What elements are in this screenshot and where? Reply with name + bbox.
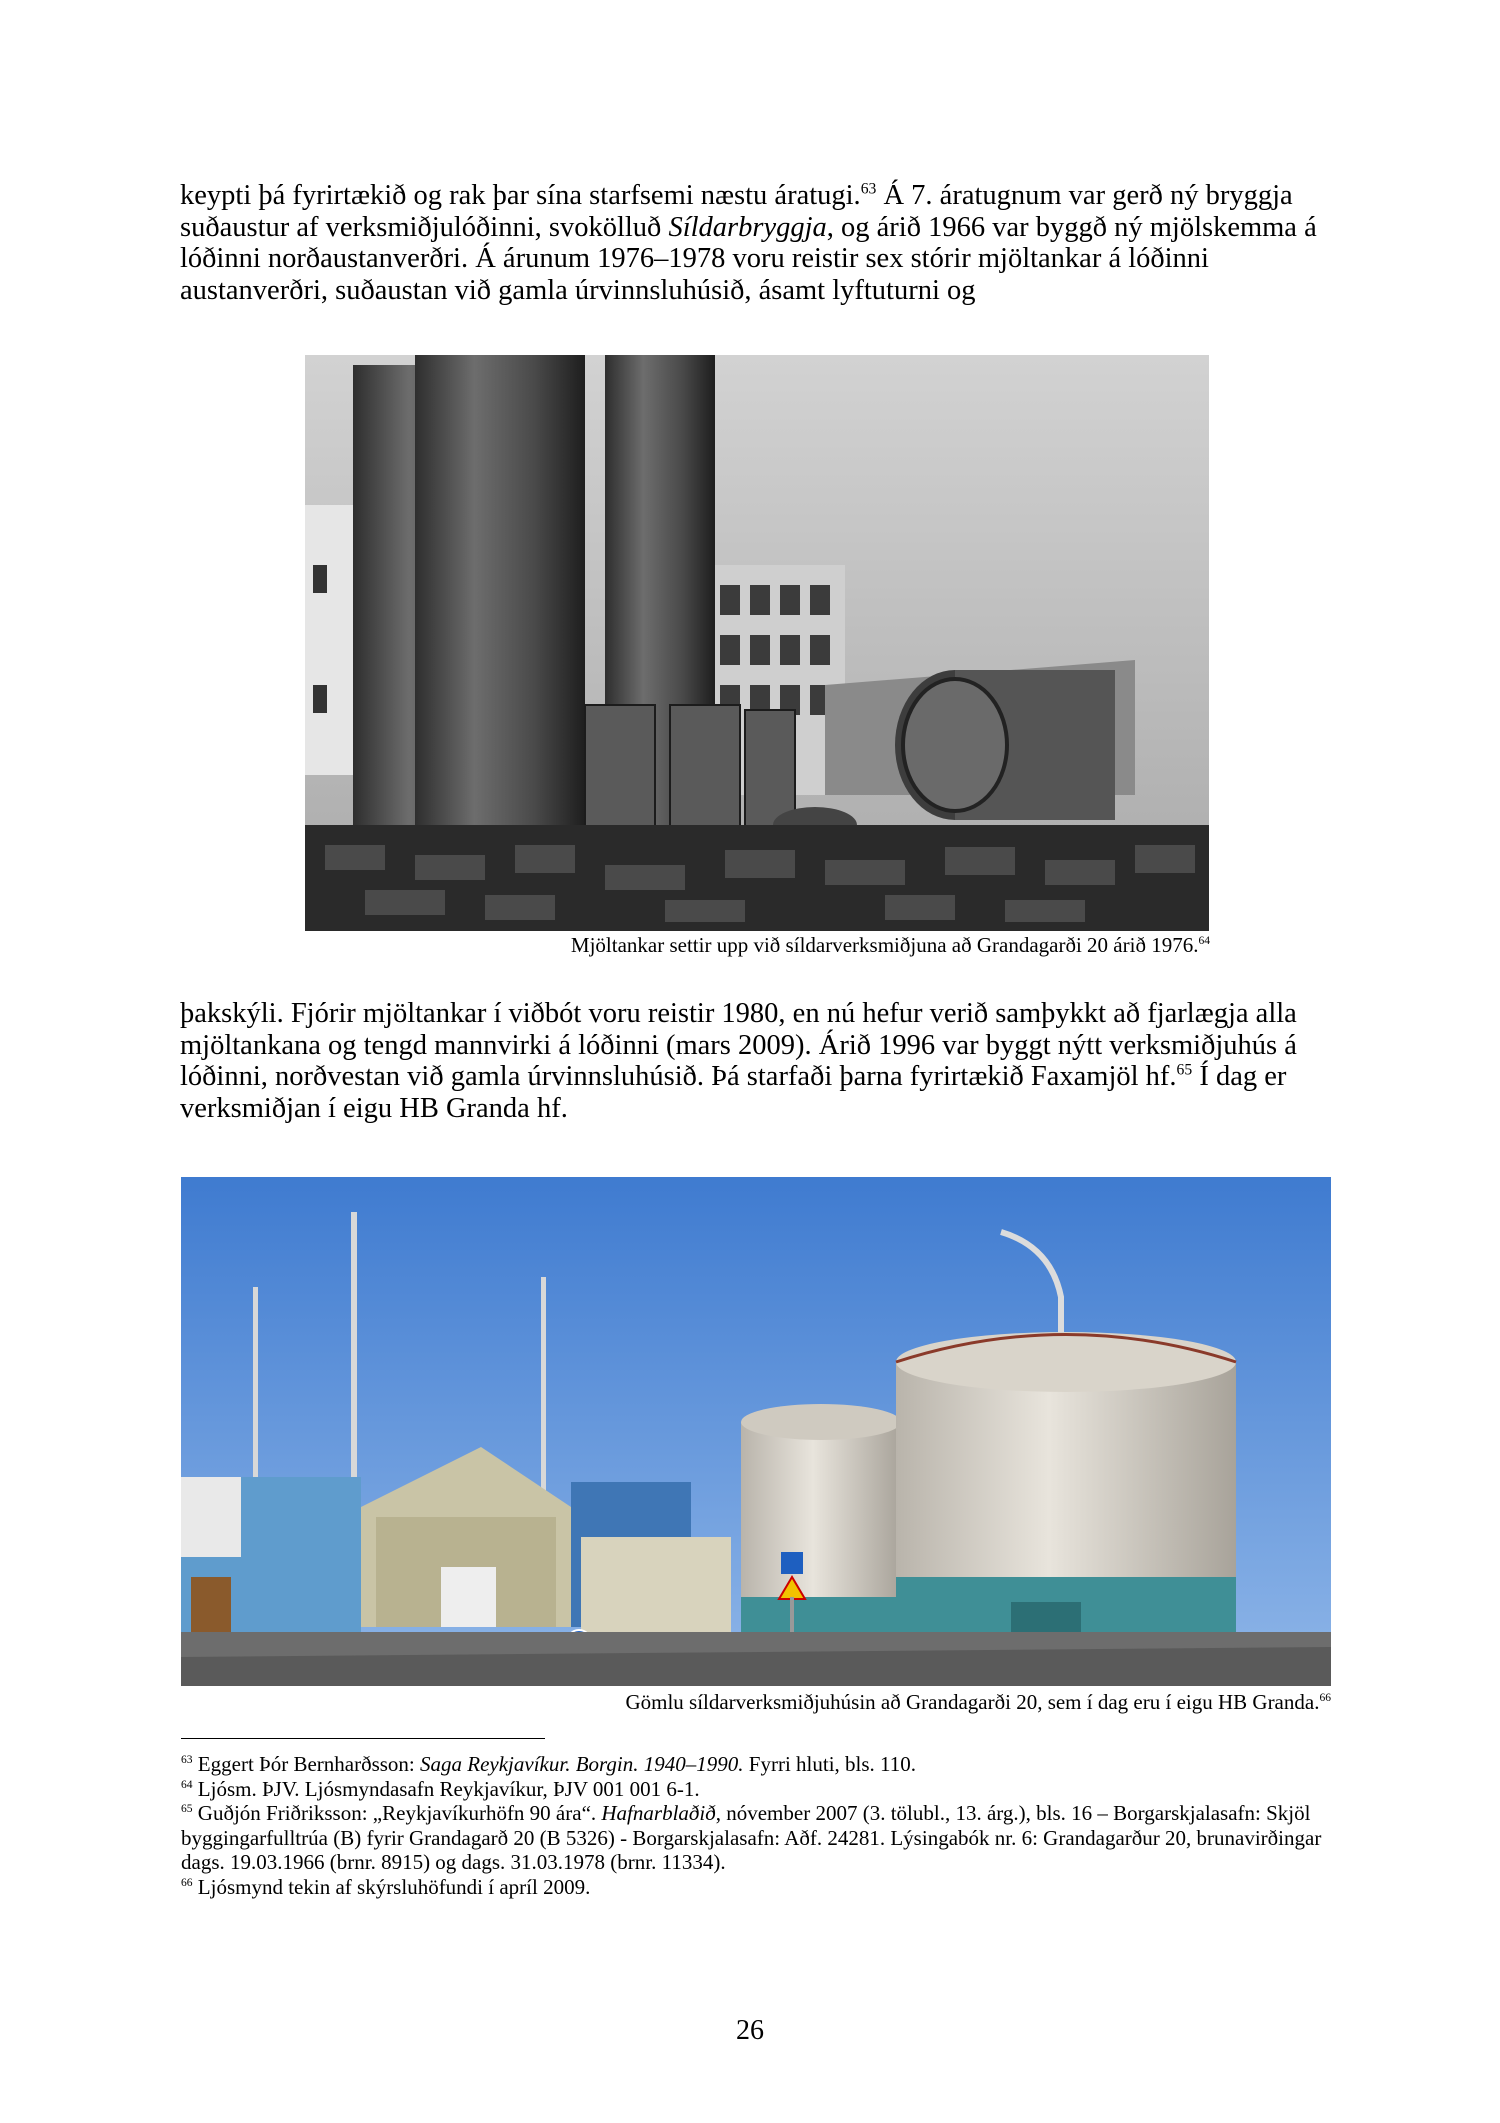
paragraph-text: Á 7. áratugnum var gerð ný bryggja suðaustur af verksmiðjulóðinni, svokölluð: [180, 180, 1293, 243]
footnote-italic: Saga Reykjavíkur. Borgin. 1940–1990.: [420, 1752, 744, 1776]
footnote-65: [181, 1801, 1331, 1875]
caption-text: Mjöltankar settir upp við síldarverksmiðjuna að Grandagarði 20 árið 1976.: [570, 933, 1199, 957]
paragraph-text: þakskýli. Fjórir mjöltankar í viðbót voru reistir 1980, en nú hefur verið samþykkt að fjarlægja alla mjöltankana og tengd mannvirki á lóðinni (mars 2009). Árið 1996 var byggt nýtt verksmiðjuhús á lóðinni, norðvestan við gamla úrvinnsluhúsið. Þá starfaði þarna fyrirtækið Faxamjöl hf.: [180, 998, 1297, 1092]
footnote-reference[interactable]: 64: [1198, 935, 1210, 947]
footnote-text: Ljósmynd tekin af skýrsluhöfundi í apríl 2009.: [197, 1874, 591, 1899]
figure-caption-2: [625, 1690, 1331, 1714]
footnote-text: Fyrri hluti, bls. 110.: [743, 1752, 917, 1776]
photo-tanks-1976-drawing: [305, 355, 1209, 931]
footnote-text: , nóvember 2007 (3. tölubl., 13. árg.), bls. 16 – Borgarskjalasafn: Skjöl byggingarfulltrúa (B) fyrir Grandagarð 20 (B 5326) - Borgarskjalasafn: Aðf. 24281. Lýsingabók nr. 6: Grandagarður 20, brunavirðingar dags. 19.03.1966 (brnr. 8915) og dags. 31.03.1978 (brnr. 11334).: [181, 1801, 1322, 1874]
paragraph-italic-term: Síldarbryggja: [668, 211, 827, 243]
footnotes: [181, 1752, 1331, 1899]
footnote-number: 65: [181, 1803, 193, 1815]
footnote-66: [181, 1875, 1331, 1900]
footnote-reference[interactable]: 66: [1319, 1692, 1331, 1704]
footnote-number: 64: [181, 1778, 193, 1791]
figure-caption-1: [571, 933, 1210, 957]
footnote-text: Eggert Þór Bernharðsson:: [197, 1752, 421, 1776]
footnote-number: 66: [181, 1876, 193, 1889]
paragraph-text: , og árið 1966 var byggð ný mjölskemma á lóðinni norðaustanverðri. Á árunum 1976–1978 voru reistir sex stórir mjöltankar á lóðinni austanverðri, suðaustan við gamla úrvinnsluhúsið, ásamt lyftuturni og: [180, 211, 1317, 306]
page-number: 26: [736, 2015, 764, 2046]
footnote-separator: [181, 1738, 545, 1739]
footnote-italic: Hafnarblaðið: [601, 1801, 716, 1825]
body-paragraph-1: [180, 180, 1330, 306]
photo-factory-buildings: [181, 1177, 1331, 1686]
footnote-number: 63: [181, 1754, 193, 1766]
photo-tanks-1976: [305, 355, 1209, 931]
caption-text: Gömlu síldarverksmiðjuhúsin að Grandagarði 20, sem í dag eru í eigu HB Granda.: [625, 1690, 1320, 1714]
photo-factory-buildings-drawing: [181, 1177, 1331, 1686]
footnote-text: Guðjón Friðriksson: „Reykjavíkurhöfn 90 ára“.: [197, 1801, 602, 1825]
footnote-64: [181, 1777, 1331, 1802]
paragraph-text: keypti þá fyrirtækið og rak þar sína starfsemi næstu áratugi.: [180, 180, 861, 211]
body-paragraph-2: [180, 998, 1330, 1124]
paragraph-text: Í dag er verksmiðjan í eigu HB Granda hf.: [180, 1061, 1287, 1124]
footnote-reference[interactable]: 63: [860, 180, 877, 198]
footnote-63: [181, 1752, 1331, 1777]
footnote-text: Ljósm. ÞJV. Ljósmyndasafn Reykjavíkur, ÞJV 001 001 6-1.: [197, 1776, 700, 1801]
footnote-reference[interactable]: 65: [1176, 1061, 1193, 1079]
